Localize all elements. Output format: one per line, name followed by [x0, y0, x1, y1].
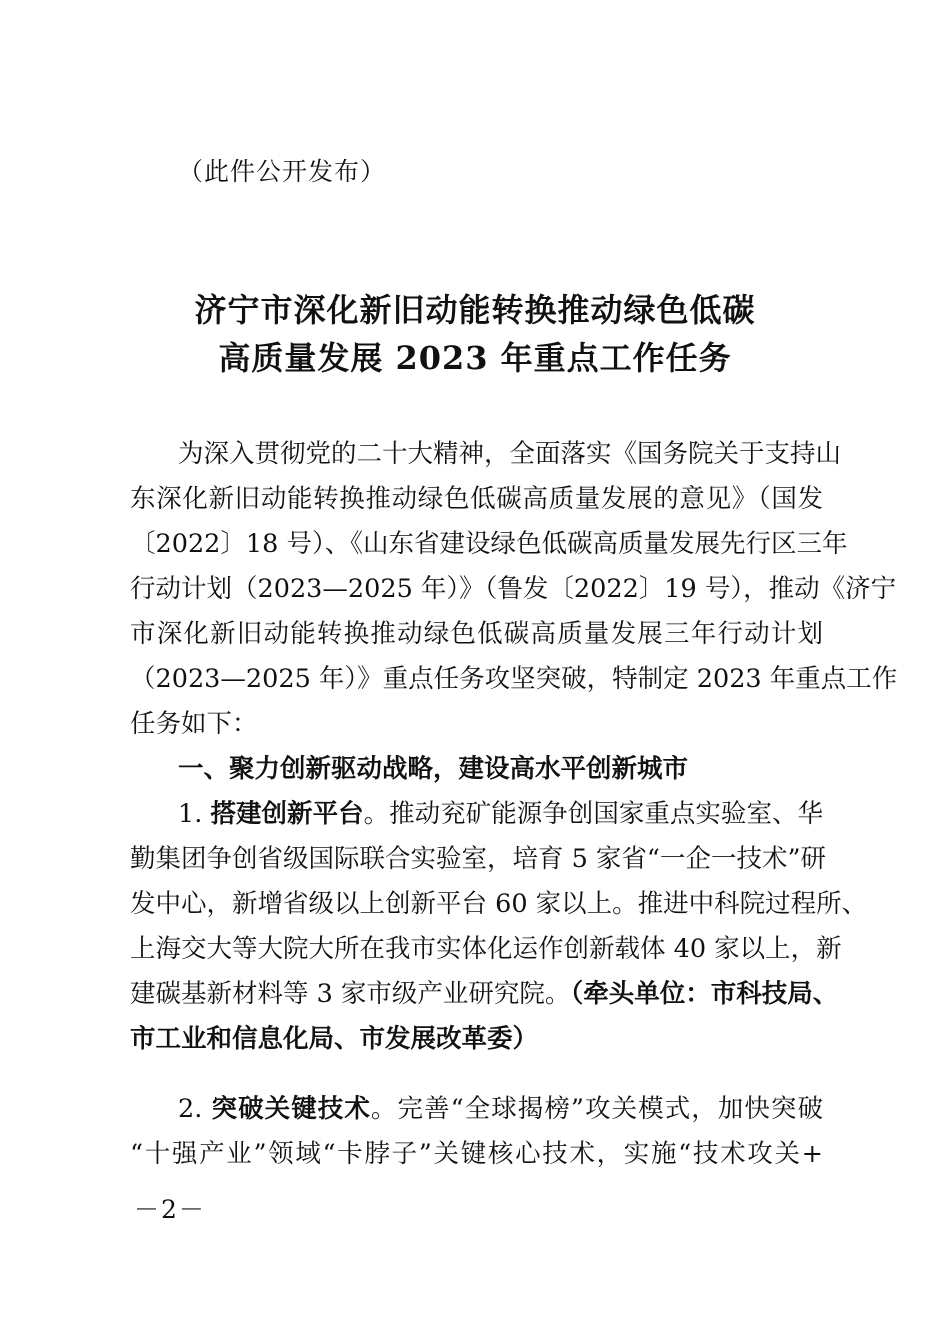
item-2-line: “十强产业”领域“卡脖子”关键核心技术，实施“技术攻关+ [130, 1139, 823, 1169]
public-release-notice: （此件公开发布） [178, 157, 387, 186]
item-1-line: 勤集团争创省级国际联合实验室，培育 5 家省“一企一技术”研 [130, 844, 827, 874]
intro-paragraph-line: 东深化新旧动能转换推动绿色低碳高质量发展的意见》（国发 [130, 484, 823, 514]
intro-paragraph-line: 任务如下： [130, 709, 258, 739]
item-2-number: 2. [178, 1094, 203, 1124]
item-2-line1-rest: 。完善“全球揭榜”攻关模式，加快突破 [370, 1094, 823, 1124]
item-1-line: 发中心，新增省级以上创新平台 60 家以上。推进中科院过程所、 [130, 889, 868, 919]
item-1-line5-plain: 建碳基新材料等 3 家市级产业研究院。 [130, 979, 571, 1009]
intro-paragraph-line: （2023—2025 年）》重点任务攻坚突破，特制定 2023 年重点工作 [130, 664, 898, 694]
intro-paragraph-line: 为深入贯彻党的二十大精神，全面落实《国务院关于支持山 [178, 439, 842, 469]
item-1-lead-unit: （牵头单位：市科技局、 [570, 979, 839, 1009]
item-1-number: 1. [178, 799, 203, 829]
item-1-line: 上海交大等大院大所在我市实体化运作创新载体 40 家以上，新 [130, 934, 842, 964]
intro-paragraph-line: 市深化新旧动能转换推动绿色低碳高质量发展三年行动计划 [130, 619, 823, 649]
page-number: －2－ [134, 1195, 206, 1224]
item-1-lead: 搭建创新平台 [210, 799, 364, 829]
item-1-line1-rest: 。推动兖矿能源争创国家重点实验室、华 [363, 799, 823, 829]
item-1-line-5 [130, 977, 839, 1011]
item-2-lead: 突破关键技术 [211, 1094, 371, 1124]
item-1-lead-unit-continued: 市工业和信息化局、市发展改革委） [130, 1024, 539, 1054]
intro-paragraph-line: 行动计划（2023—2025 年）》（鲁发〔2022〕19 号），推动《济宁 [130, 574, 897, 604]
item-2-first-line [178, 1092, 823, 1126]
intro-paragraph-line: 〔2022〕18 号）、《山东省建设绿色低碳高质量发展先行区三年 [130, 529, 848, 559]
item-1-first-line [178, 797, 823, 831]
section-1-heading: 一、聚力创新驱动战略，建设高水平创新城市 [178, 754, 689, 784]
document-title-line-2: 高质量发展 2023 年重点工作任务 [218, 339, 732, 377]
document-title-line-1: 济宁市深化新旧动能转换推动绿色低碳 [194, 291, 756, 329]
